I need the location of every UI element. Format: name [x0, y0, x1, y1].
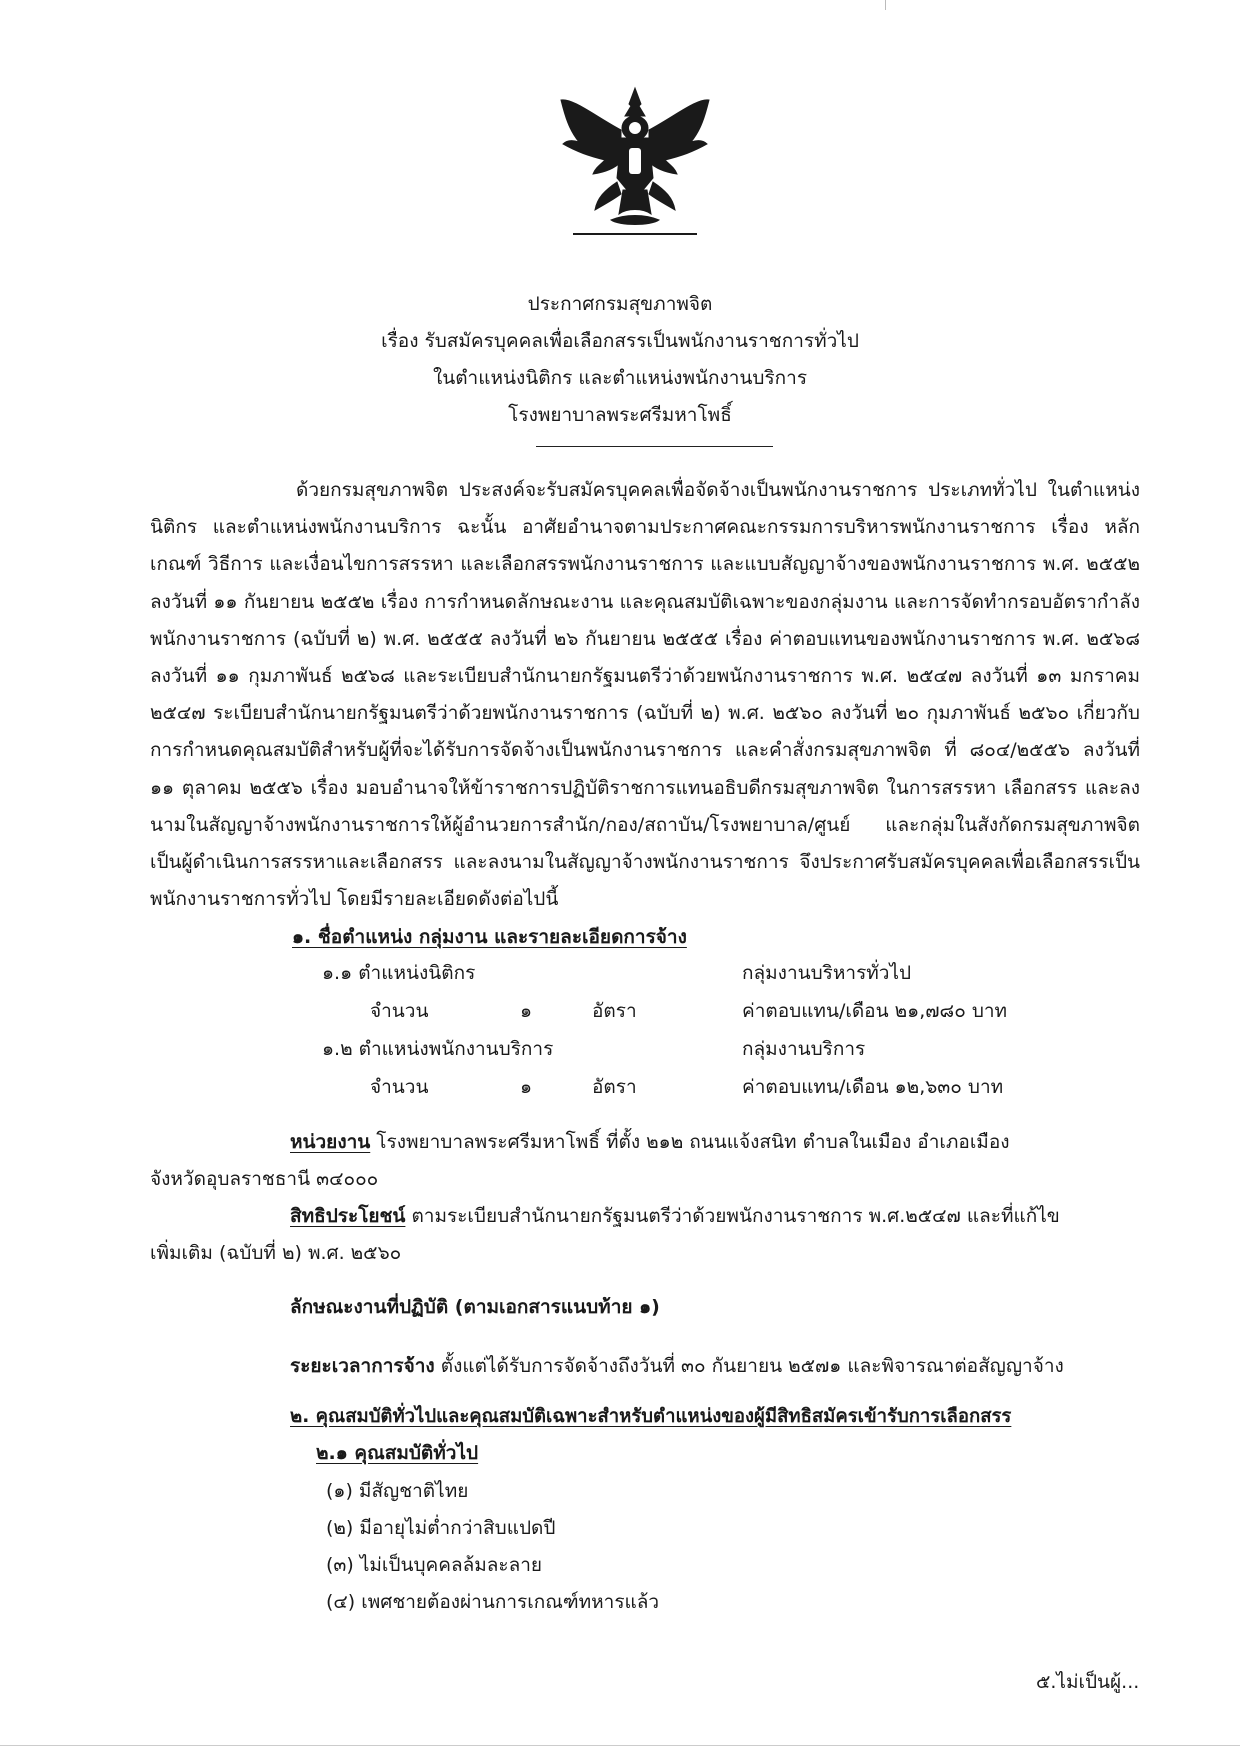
unit-text-2: จังหวัดอุบลราชธานี ๓๔๐๐๐ [150, 1168, 379, 1190]
announcement-subject: เรื่อง รับสมัครบุคคลเพื่อเลือกสรรเป็นพนักงานราชการทั่วไป [381, 330, 859, 352]
position-2-unit: อัตรา [592, 1076, 637, 1098]
benefit-line [290, 1202, 1060, 1230]
page-edge [0, 1745, 1240, 1746]
position-2-count-label: จำนวน [370, 1076, 429, 1098]
header-divider [536, 446, 773, 447]
qualification-item-3: (๓) ไม่เป็นบุคคลล้มละลาย [326, 1554, 543, 1576]
position-1-pay: ค่าตอบแทน/เดือน ๒๑,๗๘๐ บาท [742, 1000, 1008, 1022]
period-label: ระยะเวลาการจ้าง [290, 1355, 435, 1377]
position-2-group: กลุ่มงานบริการ [742, 1038, 866, 1060]
position-1-count-label: จำนวน [370, 1000, 429, 1022]
position-1-count: ๑ [520, 1000, 533, 1022]
period-line [290, 1352, 1064, 1380]
benefit-text-2: เพิ่มเติม (ฉบับที่ ๒) พ.ศ. ๒๕๖๐ [150, 1242, 402, 1264]
position-2-pay: ค่าตอบแทน/เดือน ๑๒,๖๓๐ บาท [742, 1076, 1004, 1098]
garuda-emblem-icon [555, 86, 715, 242]
qualification-item-1: (๑) มีสัญชาติไทย [326, 1480, 469, 1502]
benefit-text: ตามระเบียบสำนักนายกรัฐมนตรีว่าด้วยพนักงานราชการ พ.ศ.๒๕๔๗ และที่แก้ไข [411, 1205, 1060, 1227]
announcement-org: ประกาศกรมสุขภาพจิต [527, 293, 713, 315]
period-text: ตั้งแต่ได้รับการจัดจ้างถึงวันที่ ๓๐ กันยายน ๒๕๗๑ และพิจารณาต่อสัญญาจ้าง [440, 1355, 1064, 1377]
duty-line: ลักษณะงานที่ปฏิบัติ (ตามเอกสารแนบท้าย ๑) [290, 1296, 660, 1318]
unit-line [290, 1128, 1010, 1156]
continue-note: ๕.ไม่เป็นผู้... [1036, 1671, 1140, 1693]
qualification-item-4: (๔) เพศชายต้องผ่านการเกณฑ์ทหารแล้ว [326, 1591, 660, 1613]
section-2-1-title: ๒.๑ คุณสมบัติทั่วไป [316, 1442, 479, 1464]
unit-label: หน่วยงาน [290, 1131, 371, 1153]
unit-text: โรงพยาบาลพระศรีมหาโพธิ์ ที่ตั้ง ๒๑๒ ถนนแจ้งสนิท ตำบลในเมือง อำเภอเมือง [376, 1131, 1010, 1153]
announcement-positions: ในตำแหน่งนิติกร และตำแหน่งพนักงานบริการ [432, 367, 808, 389]
section-2-title: ๒. คุณสมบัติทั่วไปและคุณสมบัติเฉพาะสำหรับตำแหน่งของผู้มีสิทธิสมัครเข้ารับการเลือกสรร [290, 1406, 1012, 1427]
announcement-hospital: โรงพยาบาลพระศรีมหาโพธิ์ [508, 404, 732, 426]
position-2-count: ๑ [520, 1076, 533, 1098]
position-1-unit: อัตรา [592, 1000, 637, 1022]
benefit-label: สิทธิประโยชน์ [290, 1205, 406, 1227]
section-1-title: ๑. ชื่อตำแหน่ง กลุ่มงาน และรายละเอียดการจ้าง [292, 926, 687, 948]
position-2-name: ๑.๒ ตำแหน่งพนักงานบริการ [322, 1038, 554, 1060]
qualification-item-2: (๒) มีอายุไม่ต่ำกว่าสิบแปดปี [326, 1517, 556, 1539]
scan-mark [885, 0, 886, 10]
intro-paragraph: ด้วยกรมสุขภาพจิต ประสงค์จะรับสมัครบุคคลเพื่อจัดจ้างเป็นพนักงานราชการ ประเภททั่วไป ในตำแหน่งนิติกร และตำแหน่งพนักงานบริการ ฉะนั้น อาศัยอำนาจตามประกาศคณะกรรมการบริหารพนักงานราชการ เรื่อง หลักเกณฑ์ วิธีการ และเงื่อนไขการสรรหา และเลือกสรรพนักงานราชการ และแบบสัญญาจ้างของพนักงานราชการ พ.ศ. ๒๕๕๒ ลงวันที่ ๑๑ กันยายน ๒๕๕๒ เรื่อง การกำหนดลักษณะงาน และคุณสมบัติเฉพาะของกลุ่มงาน และการจัดทำกรอบอัตรากำลังพนักงานราชการ (ฉบับที่ ๒) พ.ศ. ๒๕๕๕ ลงวันที่ ๒๖ กันยายน ๒๕๕๕ เรื่อง ค่าตอบแทนของพนักงานราชการ พ.ศ. ๒๕๖๘ ลงวันที่ ๑๑ กุมภาพันธ์ ๒๕๖๘ และระเบียบสำนักนายกรัฐมนตรีว่าด้วยพนักงานราชการ พ.ศ. ๒๕๔๗ ลงวันที่ ๑๓ มกราคม ๒๕๔๗ ระเบียบสำนักนายกรัฐมนตรีว่าด้วยพนักงานราชการ (ฉบับที่ ๒) พ.ศ. ๒๕๖๐ ลงวันที่ ๒๐ กุมภาพันธ์ ๒๕๖๐ เกี่ยวกับการกำหนดคุณสมบัติสำหรับผู้ที่จะได้รับการจัดจ้างเป็นพนักงานราชการ และคำสั่งกรมสุขภาพจิต ที่ ๘๐๔/๒๕๕๖ ลงวันที่ ๑๑ ตุลาคม ๒๕๕๖ เรื่อง มอบอำนาจให้ข้าราชการปฏิบัติราชการแทนอธิบดีกรมสุขภาพจิต ในการสรรหา เลือกสรร และลงนามในสัญญาจ้างพนักงานราชการให้ผู้อำนวยการสำนัก/กอง/สถาบัน/โรงพยาบาล/ศูนย์ และกลุ่มในสังกัดกรมสุขภาพจิต เป็นผู้ดำเนินการสรรหาและเลือกสรร และลงนามในสัญญาจ้างพนักงานราชการ จึงประกาศรับสมัครบุคคลเพื่อเลือกสรรเป็นพนักงานราชการทั่วไป โดยมีรายละเอียดดังต่อไปนี้ [150, 479, 1140, 911]
position-1-group: กลุ่มงานบริหารทั่วไป [742, 962, 912, 984]
position-1-name: ๑.๑ ตำแหน่งนิติกร [322, 962, 476, 984]
